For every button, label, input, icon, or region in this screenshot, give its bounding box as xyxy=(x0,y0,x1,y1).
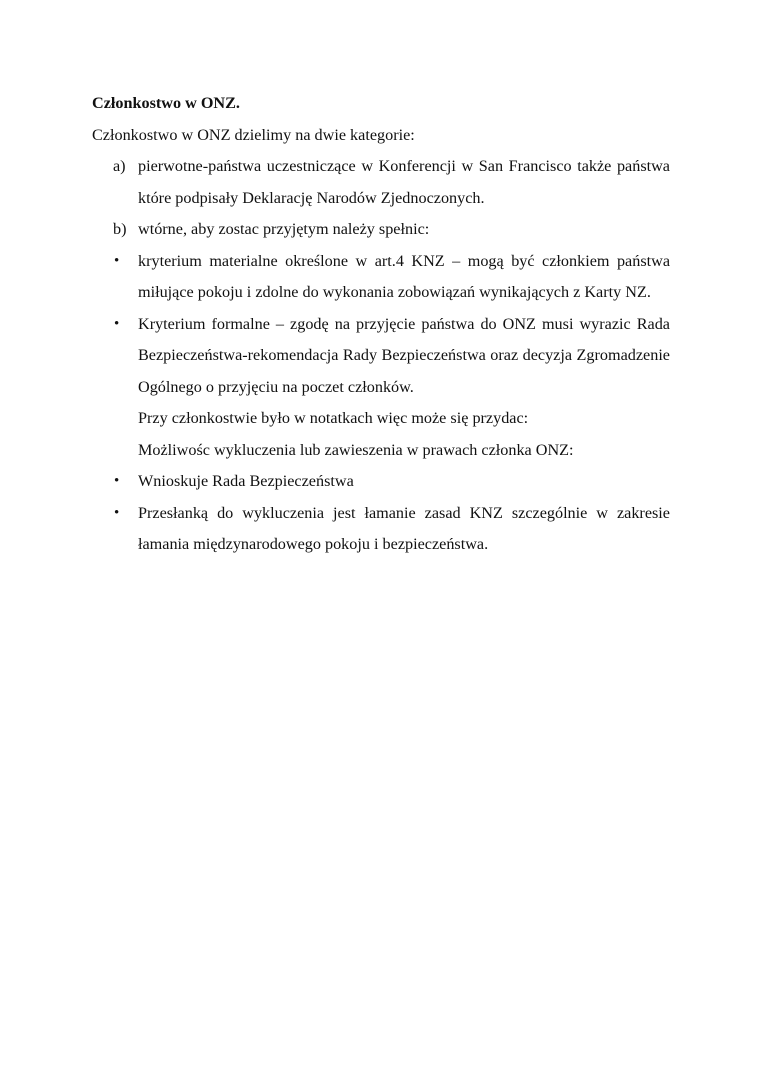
document-body xyxy=(92,88,670,561)
lettered-item-text: pierwotne-państwa uczestniczące w Konferencji w San Francisco także państwa które podpisały Deklarację Narodów Zjednoczonych. xyxy=(138,157,670,207)
bullet-item-material-criterion xyxy=(92,246,670,309)
lettered-item-text: wtórne, aby zostac przyjętym należy spełnic: xyxy=(138,220,430,238)
bullet-item-text: Przesłanką do wykluczenia jest łamanie zasad KNZ szczególnie w zakresie łamania międzynarodowego pokoju i bezpieczeństwa. xyxy=(138,503,670,553)
document-heading: Członkostwo w ONZ. xyxy=(92,94,240,112)
list-marker-a: a) xyxy=(113,157,126,175)
bullet-item-formal-criterion xyxy=(92,309,670,404)
bullet-item-exclusion-grounds xyxy=(92,498,670,561)
bullet-item-text: kryterium materialne określone w art.4 KNZ – mogą być członkiem państwa miłujące pokoju i zdolne do wykonania zobowiązań wynikających z Karty NZ. xyxy=(138,251,670,301)
list-marker-b: b) xyxy=(113,220,127,238)
lettered-item-a xyxy=(92,151,670,214)
bullet-item-text: Wnioskuje Rada Bezpieczeństwa xyxy=(138,472,354,490)
note-line: Przy członkostwie było w notatkach więc może się przydac: xyxy=(138,409,529,427)
bullet-icon: • xyxy=(114,252,120,269)
bullet-item-exclusion-request xyxy=(92,466,670,498)
bullet-icon: • xyxy=(114,504,120,521)
intro-paragraph: Członkostwo w ONZ dzielimy na dwie kategorie: xyxy=(92,125,415,144)
bullet-item-text: Kryterium formalne – zgodę na przyjęcie państwa do ONZ musi wyrazic Rada Bezpieczeństwa-rekomendacja Rady Bezpieczeństwa oraz decyzja Zgromadzenie Ogólnego o przyjęciu na poczet członków. xyxy=(138,314,670,396)
bullet-icon: • xyxy=(114,473,120,489)
bullet-icon: • xyxy=(114,315,120,332)
note-line: Możliwośc wykluczenia lub zawieszenia w prawach członka ONZ: xyxy=(138,440,574,459)
lettered-item-b xyxy=(92,214,670,246)
